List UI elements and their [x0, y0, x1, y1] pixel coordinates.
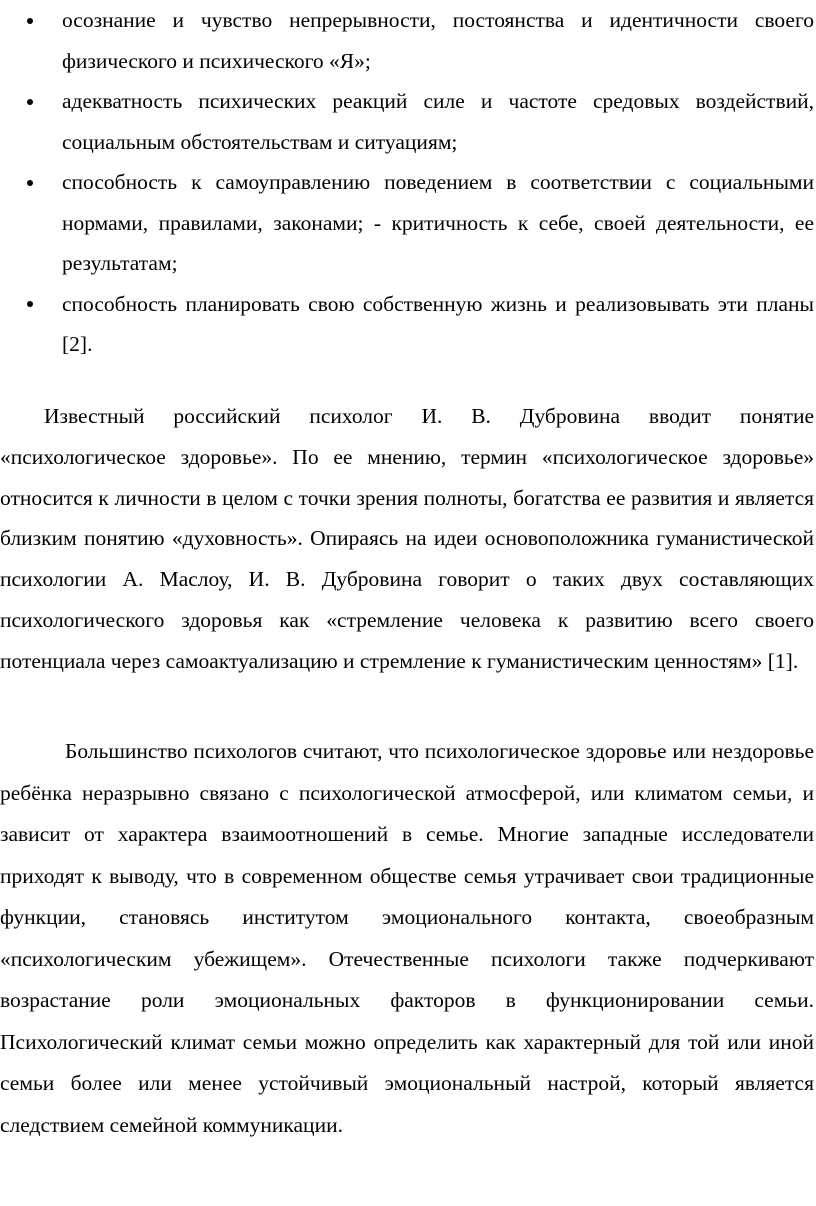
list-item-text: адекватность психических реакций силе и частоте средовых воздействий, социальным обстоятельствам и ситуациям;: [62, 89, 814, 154]
paragraph-family-climate: Большинство психологов считают, что психологическое здоровье или нездоровье ребёнка неразрывно связано с психологической атмосферой, или климатом семьи, и зависит от характера взаимоотношений в семье. Многие западные исследователи приходят к выводу, что в современном обществе семья утрачивает свои традиционные функции, становясь институтом эмоционального контакта, своеобразным «психологическим убежищем». Отечественные психологи также подчеркивают возрастание роли эмоциональных факторов в функционировании семьи. Психологический климат семьи можно определить как характерный для той или иной семьи более или менее устойчивый эмоциональный настрой, который является следствием семейной коммуникации.: [0, 739, 814, 1137]
bullet-icon: [27, 0, 37, 41]
bullet-icon: [27, 162, 37, 203]
list-item: [0, 81, 816, 162]
list-item-text: способность к самоуправлению поведением в соответствии с социальными нормами, правилами, законами; - критичность к себе, своей деятельности, ее результатам;: [62, 170, 814, 275]
list-item: [0, 284, 816, 365]
list-item-text: способность планировать свою собственную жизнь и реализовывать эти планы [2].: [62, 291, 814, 356]
list-item-text: осознание и чувство непрерывности, постоянства и идентичности своего физического и психического «Я»;: [62, 8, 814, 73]
paragraph-dubrovina: Известный российский психолог И. В. Дубровина вводит понятие «психологическое здоровье». По ее мнению, термин «психологическое здоровье» относится к личности в целом с точки зрения полноты, богатства ее развития и является близким понятию «духовность». Опираясь на идеи основоположника гуманистической психологии А. Маслоу, И. В. Дубровина говорит о таких двух составляющих психологического здоровья как «стремление человека к развитию всего своего потенциала через самоактуализацию и стремление к гуманистическим ценностям» [1].: [0, 404, 814, 673]
bullet-icon: [27, 284, 37, 325]
bullet-icon: [27, 81, 37, 122]
list-item: [0, 162, 816, 284]
bullet-list: [0, 0, 816, 365]
list-item: [0, 0, 816, 81]
